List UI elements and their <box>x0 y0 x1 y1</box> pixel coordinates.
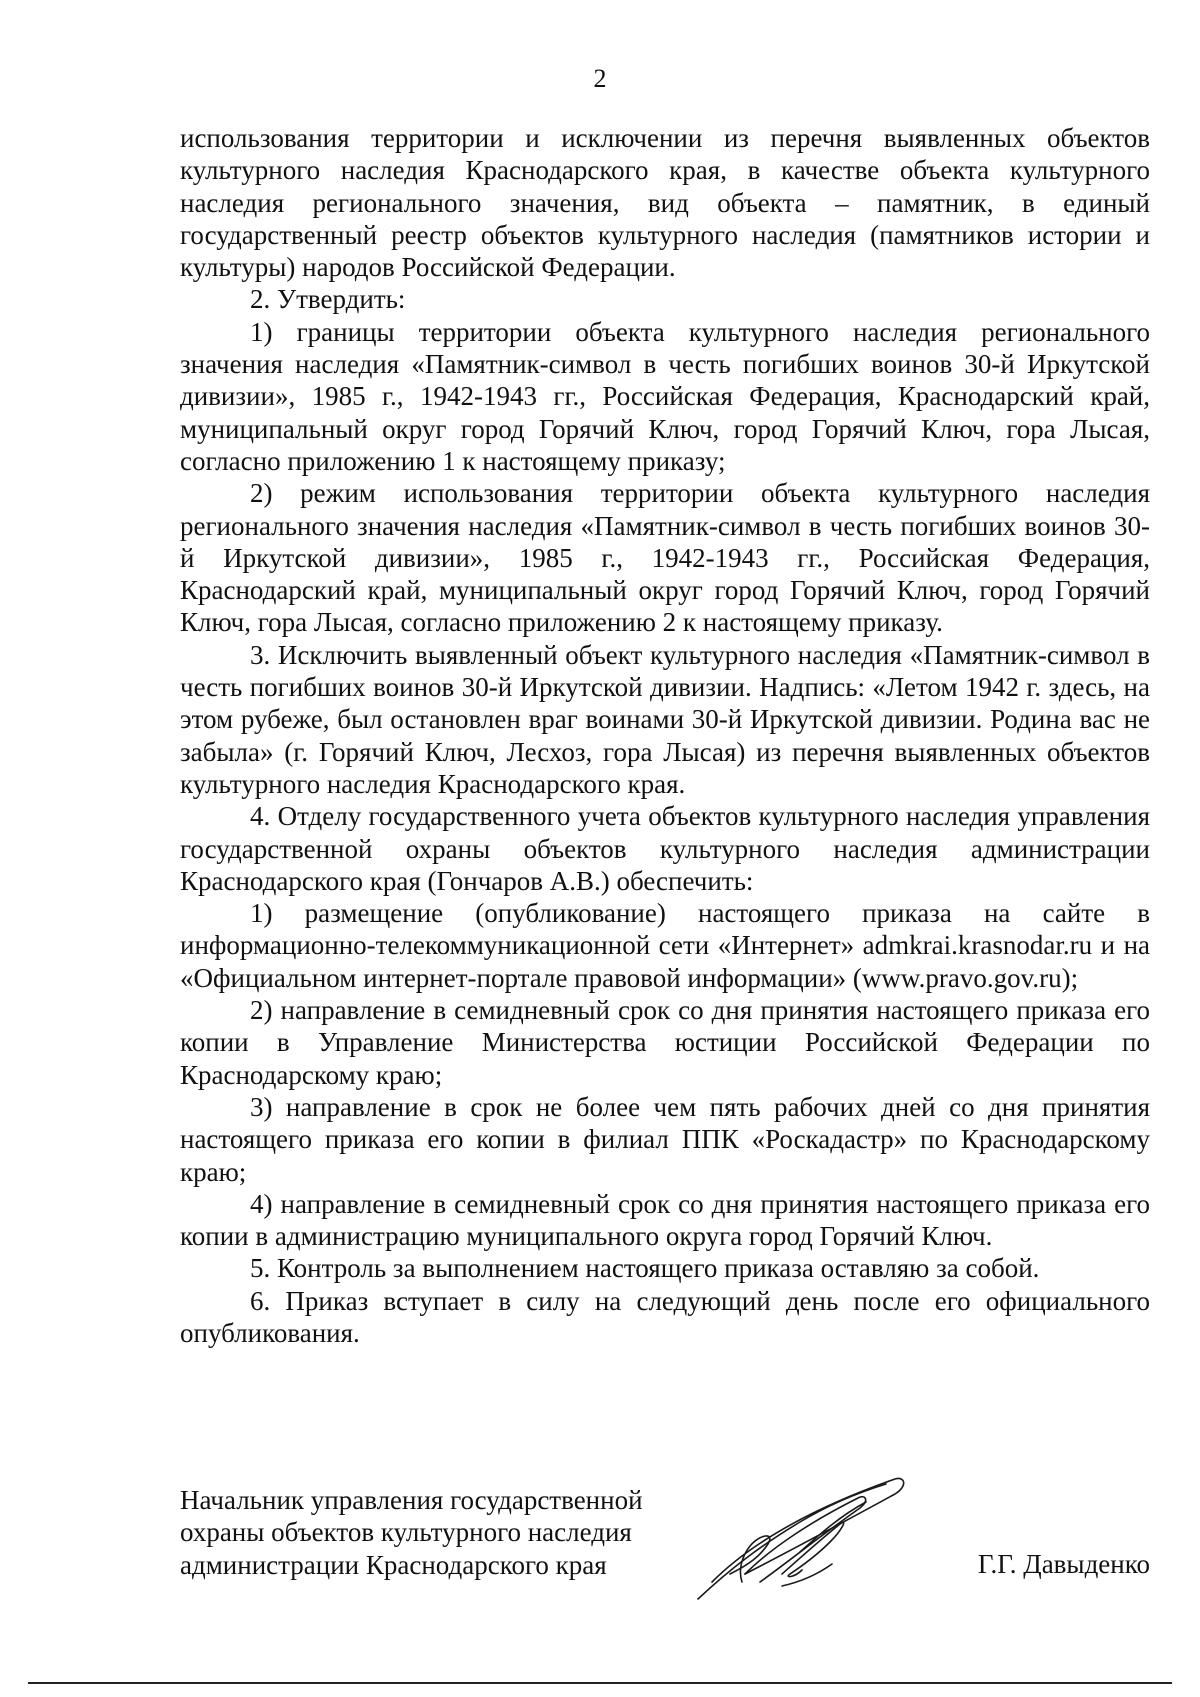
handwritten-signature <box>690 1474 930 1604</box>
paragraph-item-4-1: 1) размещение (опубликование) настоящего приказа на сайте в информационно-телекоммуникационной сети «Интернет» admkrai.krasnodar.ru и на «Официальном интернет-портале правовой информации» (www.pravo.gov.ru); <box>180 898 1150 993</box>
paragraph-item-5: 5. Контроль за выполнением настоящего приказа оставляю за собой. <box>250 1253 1040 1284</box>
signer-title <box>180 1484 680 1581</box>
paragraph-item-2: 2. Утвердить: <box>250 284 406 315</box>
page-bottom-rule <box>28 1682 1172 1684</box>
paragraph-item-4-4: 4) направление в семидневный срок со дня принятия настоящего приказа его копии в администрацию муниципального округа город Горячий Ключ. <box>180 1188 1150 1252</box>
paragraph-item-2-2: 2) режим использования территории объекта культурного наследия регионального значения наследия «Памятник-символ в честь погибших воинов 30-й Иркутской дивизии», 1985 г., 1942-1943 гг., Российская Федерация, Краснодарский край, муниципальный округ город Горячий Ключ, город Горячий Ключ, гора Лысая, согласно приложению 2 к настоящему приказу. <box>180 478 1150 638</box>
document-body <box>180 122 1150 1349</box>
signer-name: Г.Г. Давыденко <box>977 1549 1150 1579</box>
paragraph-item-6: 6. Приказ вступает в силу на следующий день после его официального опубликования. <box>180 1285 1150 1348</box>
paragraph-item-2-1: 1) границы территории объекта культурного наследия регионального значения наследия «Памятник-символ в честь погибших воинов 30-й Иркутской дивизии», 1985 г., 1942-1943 гг., Российская Федерация, Краснодарский край, муниципальный округ город Горячий Ключ, город Горячий Ключ, гора Лысая, согласно приложению 1 к настоящему приказу; <box>180 316 1150 476</box>
page-number: 2 <box>593 64 607 93</box>
signer-title-line: охраны объектов культурного наследия <box>180 1517 632 1548</box>
signer-title-line: администрации Краснодарского края <box>180 1549 607 1580</box>
signature-block <box>180 1484 1150 1614</box>
paragraph-item-4: 4. Отделу государственного учета объектов культурного наследия управления государственной охраны объектов культурного наследия администрации Краснодарского края (Гончаров А.В.) обеспечить: <box>180 801 1150 896</box>
paragraph-item-3: 3. Исключить выявленный объект культурного наследия «Памятник-символ в честь погибших воинов 30-й Иркутской дивизии. Надпись: «Летом 1942 г. здесь, на этом рубеже, был остановлен враг воинами 30-й Иркутской дивизии. Родина вас не забыла» (г. Горячий Ключ, Лесхоз, гора Лысая) из перечня выявленных объектов культурного наследия Краснодарского края. <box>180 639 1150 799</box>
signer-title-line: Начальник управления государственной <box>180 1485 643 1515</box>
paragraph-item-4-2: 2) направление в семидневный срок со дня принятия настоящего приказа его копии в Управление Министерства юстиции Российской Федерации по Краснодарскому краю; <box>180 995 1150 1090</box>
paragraph-continuation: использования территории и исключении из перечня выявленных объектов культурного наследия Краснодарского края, в качестве объекта культурного наследия регионального значения, вид объекта – памятник, в единый государственный реестр объектов культурного наследия (памятников истории и культуры) народов Российской Федерации. <box>180 123 1150 283</box>
paragraph-item-4-3: 3) направление в срок не более чем пять рабочих дней со дня принятия настоящего приказа его копии в филиал ППК «Роскадастр» по Краснодарскому краю; <box>180 1091 1150 1187</box>
